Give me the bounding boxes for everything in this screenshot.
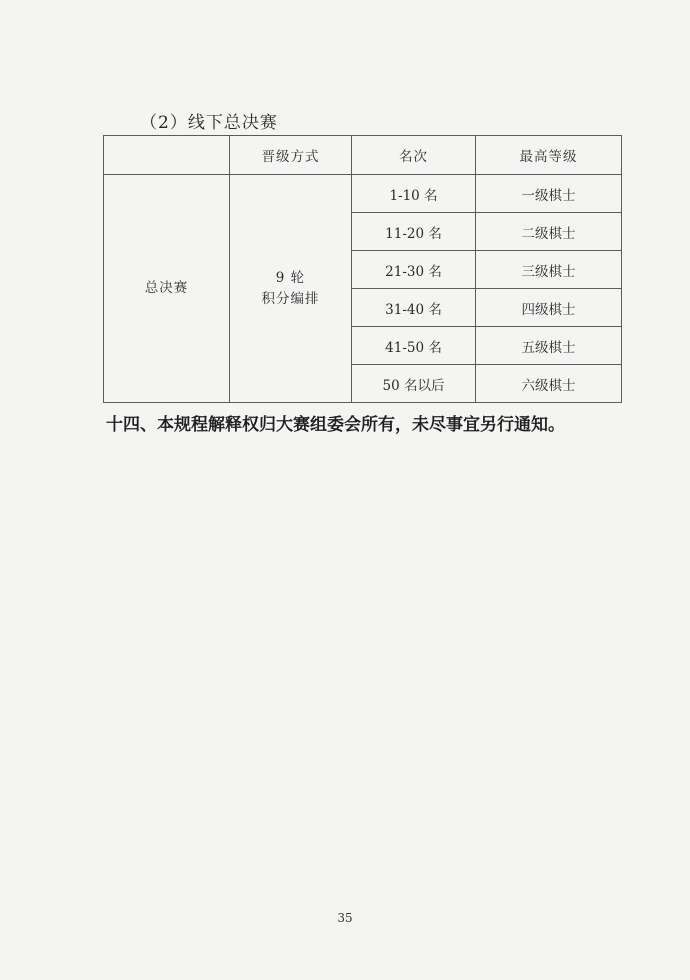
rank-cell: 1-10 名 (352, 175, 476, 213)
level-cell: 六级棋士 (476, 365, 622, 403)
rank-cell: 41-50 名 (352, 327, 476, 365)
method-line-system: 积分编排 (261, 290, 320, 307)
table-header-row (104, 136, 622, 175)
level-cell: 二级棋士 (476, 213, 622, 251)
header-empty (104, 136, 230, 175)
clause-fourteen: 十四、本规程解释权归大赛组委会所有，未尽事宜另行通知。 (106, 415, 565, 435)
rank-cell: 11-20 名 (352, 213, 476, 251)
level-cell: 一级棋士 (476, 175, 622, 213)
rank-cell: 31-40 名 (352, 289, 476, 327)
level-cell: 五级棋士 (476, 327, 622, 365)
table-row (104, 175, 622, 213)
level-cell: 四级棋士 (476, 289, 622, 327)
final-ranking-table (103, 135, 622, 403)
rank-cell: 50 名以后 (352, 365, 476, 403)
header-rank: 名次 (352, 136, 476, 175)
header-level: 最高等级 (476, 136, 622, 175)
method-line-rounds: 9 轮 (275, 270, 306, 287)
level-cell: 三级棋士 (476, 251, 622, 289)
header-method: 晋级方式 (230, 136, 352, 175)
event-cell: 总决赛 (104, 175, 230, 403)
rank-cell: 21-30 名 (352, 251, 476, 289)
page-number: 35 (337, 911, 353, 925)
section-subtitle: （2）线下总决赛 (140, 113, 278, 133)
method-cell (230, 175, 352, 403)
